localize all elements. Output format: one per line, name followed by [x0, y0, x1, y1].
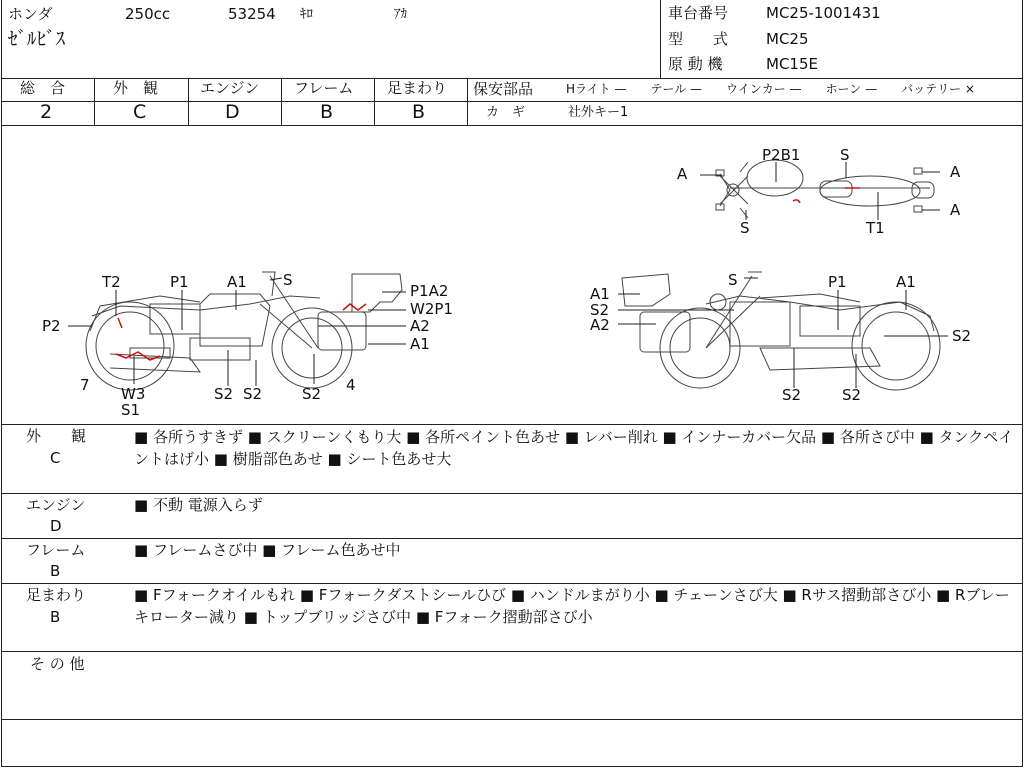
label-left-7: 7 [80, 376, 90, 394]
grade-header-exterior: 外 観 [113, 79, 159, 97]
key-value: 社外キー1 [568, 105, 629, 120]
rule [94, 78, 95, 125]
label-top-a-right-2: A [950, 201, 961, 219]
model-type-label: 型 式 [668, 30, 729, 48]
grade-header-engine: エンジン [200, 79, 260, 97]
label-right-s2-2: S2 [842, 386, 862, 404]
label-left-p1a2: P1A2 [410, 282, 449, 300]
section-engine-grade: D [50, 517, 62, 535]
section-frame-grade: B [50, 562, 61, 580]
section-suspension-grade: B [50, 608, 61, 626]
label-left-a2: A2 [410, 317, 430, 335]
leader-lines [68, 162, 948, 388]
mileage: 53254 [228, 5, 276, 23]
label-left-s2-1: S2 [214, 385, 234, 403]
label-left-a1-lower: A1 [410, 335, 430, 353]
section-other-label: そ の 他 [30, 655, 85, 673]
displacement: 250cc [125, 5, 171, 23]
mileage-unit: ｷﾛ [300, 7, 313, 22]
section-engine-text: ■ 不動 電源入らず [134, 496, 263, 514]
frame-no: MC25-1001431 [766, 4, 881, 22]
label-left-4: 4 [346, 376, 356, 394]
label-right-s2: S2 [590, 301, 610, 319]
rule [188, 78, 189, 125]
damage-diagram [0, 126, 1024, 424]
label-top-a-left: A [677, 165, 688, 183]
label-left-w2p1: W2P1 [410, 300, 453, 318]
body-color: ｱｶ [394, 7, 407, 22]
grade-overall: 2 [40, 101, 53, 123]
diagram-labels [42, 146, 971, 419]
section-frame-label: フレーム [26, 541, 86, 559]
section-engine-label: エンジン [26, 496, 86, 514]
section-exterior-grade: C [50, 449, 61, 467]
grade-engine: D [225, 101, 240, 123]
engine-no: MC15E [766, 55, 818, 73]
section-suspension-text: ■ Fフォークオイルもれ ■ Fフォークダストシールひび ■ ハンドルまがり小 ■ チェーンさび大 ■ Rサス摺動部さび小 ■ Rブレーキローター減り ■ トップブリッジさび中 ■ Fフォーク摺動部さび小 [134, 586, 1010, 626]
rule [374, 78, 375, 125]
label-left-s2-3: S2 [302, 385, 322, 403]
label-top-t1: T1 [866, 219, 885, 237]
grade-exterior: C [133, 101, 147, 123]
grade-header-suspension: 足まわり [387, 79, 448, 97]
model-type: MC25 [766, 30, 809, 48]
label-right-s: S [728, 271, 738, 289]
label-left-w3: W3 [121, 385, 146, 403]
label-left-s: S [283, 271, 293, 289]
safety-parts-label: 保安部品 [473, 80, 534, 98]
safety-parts-items: Hライト — テール — ウインカー — ホーン — バッテリー × [566, 82, 975, 96]
rule [2, 424, 1022, 425]
maker: ホンダ [8, 5, 53, 23]
grade-header-frame: フレーム [294, 79, 354, 97]
model-name: ｾﾞﾙﾋﾞｽ [8, 28, 66, 50]
grade-suspension: B [412, 101, 426, 123]
bike-right-view [622, 272, 940, 390]
label-top-p2b1: P2B1 [762, 146, 801, 164]
rule [467, 78, 468, 125]
label-right-a1-top: A1 [896, 273, 916, 291]
label-left-s2-2: S2 [243, 385, 263, 403]
label-right-a2: A2 [590, 316, 610, 334]
engine-no-label: 原 動 機 [668, 55, 723, 73]
label-top-a-right-1: A [950, 163, 961, 181]
grade-frame: B [320, 101, 334, 123]
header-divider [660, 0, 661, 78]
section-exterior-text: ■ 各所うすきず ■ スクリーンくもり大 ■ 各所ペイント色あせ ■ レバー削れ ■ インナーカバー欠品 ■ 各所さび中 ■ タンクペイントはげ小 ■ 樹脂部色あせ ■ シート色あせ大 [134, 428, 1014, 468]
label-left-p1: P1 [170, 273, 189, 291]
label-top-s-lower: S [740, 219, 750, 237]
label-left-a1: A1 [227, 273, 247, 291]
label-right-s2-rear: S2 [952, 327, 972, 345]
rule [281, 78, 282, 125]
grade-header-overall: 総 合 [20, 79, 66, 97]
label-right-s2-1: S2 [782, 386, 802, 404]
label-left-p2: P2 [42, 317, 61, 335]
rule [2, 719, 1022, 720]
frame-no-label: 車台番号 [668, 4, 729, 22]
label-right-p1: P1 [828, 273, 847, 291]
label-left-s1: S1 [121, 401, 141, 419]
rule [467, 101, 1022, 102]
label-right-a1: A1 [590, 285, 610, 303]
rule [2, 651, 1022, 652]
section-suspension-label: 足まわり [26, 586, 87, 604]
section-frame-text: ■ フレームさび中 ■ フレーム色あせ中 [134, 541, 401, 559]
bike-top-view [716, 160, 934, 218]
key-label: カ ギ [486, 105, 526, 120]
label-left-t2: T2 [102, 273, 121, 291]
section-exterior-label: 外 観 [26, 427, 87, 445]
label-top-s: S [840, 146, 850, 164]
